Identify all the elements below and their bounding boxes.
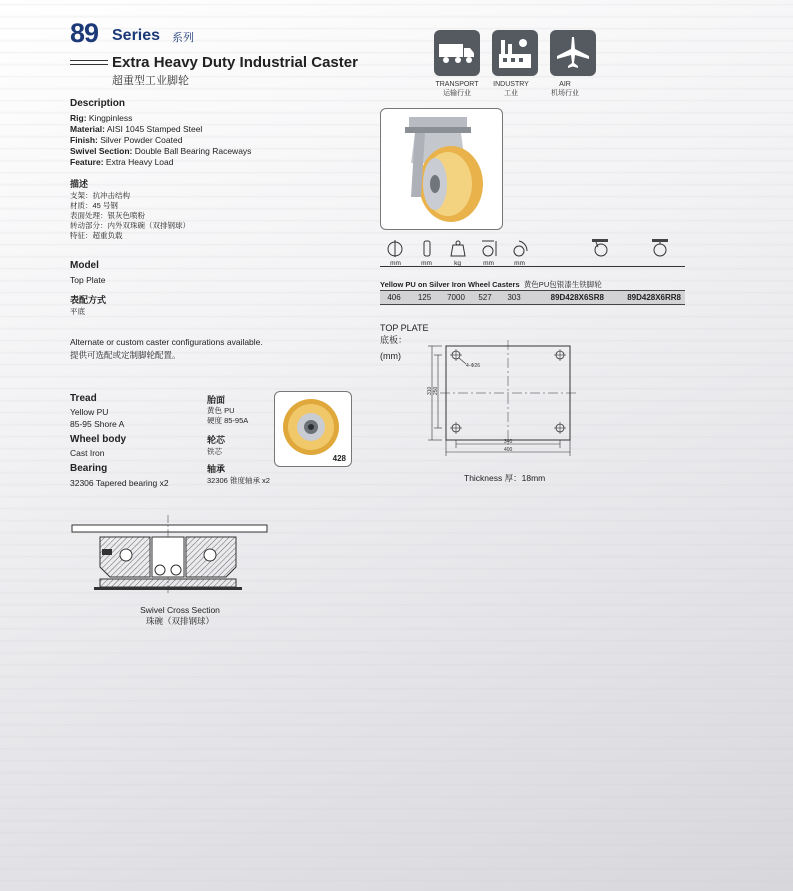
page-title: Extra Heavy Duty Industrial Caster (112, 54, 358, 71)
top-plate-label: TOP PLATE 底板： (mm) (380, 323, 429, 361)
wheel-diameter-icon: mm (380, 238, 411, 267)
description-heading-cn: 描述 (70, 179, 89, 189)
bearing-heading-cn: 轴承 (207, 464, 226, 474)
overall-height-icon: mm (473, 238, 504, 267)
truck-icon (434, 30, 480, 76)
top-plate-diagram (420, 340, 585, 460)
load-weight-icon: kg (442, 238, 473, 267)
caster-photo (380, 108, 503, 230)
description-heading: Description (70, 98, 126, 109)
dim-inner-width: 340 (504, 439, 513, 445)
spec-cell: 303 (507, 293, 521, 302)
wheel-width-icon: mm (411, 238, 442, 267)
swivel-radius-icon: mm (504, 238, 535, 267)
wheel-body-heading-cn: 轮芯 (207, 435, 226, 445)
series-cn: 系列 (172, 32, 194, 44)
spec-divider (380, 266, 685, 267)
model-value: Top Plate (70, 275, 106, 285)
spec-row (380, 290, 685, 305)
plate-thickness: Thickness 厚：18mm (464, 473, 546, 483)
bearing-heading: Bearing (70, 463, 108, 474)
factory-icon (492, 30, 538, 76)
industry-caption: AIR 机场行业 (551, 81, 579, 97)
industry-caption: INDUSTRY 工业 (493, 81, 529, 97)
wheel-body-value-cn: 铁芯 (207, 447, 222, 456)
spec-header (380, 238, 690, 267)
spec-cell: 406 (387, 293, 401, 302)
title-rule (70, 64, 108, 65)
airplane-icon (550, 30, 596, 76)
series-word: Series (112, 27, 161, 44)
bearing-value-cn: 32306 锥度轴承 x2 (207, 476, 270, 485)
cross-section-caption: Swivel Cross Section 珠碗（双排钢球） (140, 605, 220, 626)
description-list: Rig: Kingpinless Material: AISI 1045 Stamped Steel Finish: Silver Powder Coated Swivel Section: Double Ball Bearing Raceways Feature: Extra Heavy Load (70, 113, 252, 167)
spec-cell: 89D428X6RR8 (627, 293, 681, 302)
tread-line2-cn: 硬度 85-95A (207, 416, 249, 425)
hole-label: 4-Φ26 (466, 363, 480, 369)
dim-inner-height: 250 (433, 386, 439, 395)
spec-cell: 527 (478, 293, 492, 302)
industry-caption: TRANSPORT 运输行业 (435, 81, 479, 97)
model-heading: Model (70, 260, 99, 271)
description-list-cn: 支架：抗冲击结构 材质：45 号钢 表面处理：银灰色喷粉 转动部分：内外双珠碗（双排钢球） 特征：超重负载 (70, 191, 190, 240)
dim-outer-width: 400 (504, 447, 513, 453)
industry-icons (434, 30, 596, 76)
swivel-cross-section (70, 515, 270, 600)
wheel-body-heading: Wheel body (70, 434, 127, 445)
spec-cell: 7000 (447, 293, 465, 302)
spec-title: Yellow PU on Silver Iron Wheel Casters 黄色PU包银漆生铁脚轮 (380, 280, 602, 289)
title-rule (70, 60, 108, 61)
tread-line2: 85-95 Shore A (70, 419, 125, 429)
rigid-caster-icon (630, 238, 690, 267)
spec-cell: 125 (417, 293, 432, 302)
custom-note: Alternate or custom caster configurations available. (70, 337, 263, 347)
swivel-caster-icon (570, 238, 630, 267)
custom-note-cn: 提供可选配或定制脚轮配置。 (70, 350, 181, 360)
wheel-photo (274, 391, 352, 467)
tread-heading: Tread (70, 393, 97, 404)
wheel-body-value: Cast Iron (70, 448, 105, 458)
spec-cell: 89D428X6SR8 (550, 293, 604, 302)
bearing-value: 32306 Tapered bearing x2 (70, 478, 169, 488)
tread-line1: Yellow PU (70, 407, 109, 417)
tread-heading-cn: 胎面 (207, 395, 226, 405)
dim-outer-height: 310 (427, 386, 433, 395)
series-number: 89 (70, 18, 99, 48)
model-value-cn: 平底 (70, 307, 85, 316)
wheel-size-label: 428 (332, 454, 346, 463)
model-heading-cn: 表配方式 (70, 295, 107, 305)
tread-line1-cn: 黄色 PU (207, 406, 235, 415)
page-title-cn: 超重型工业脚轮 (112, 75, 189, 87)
